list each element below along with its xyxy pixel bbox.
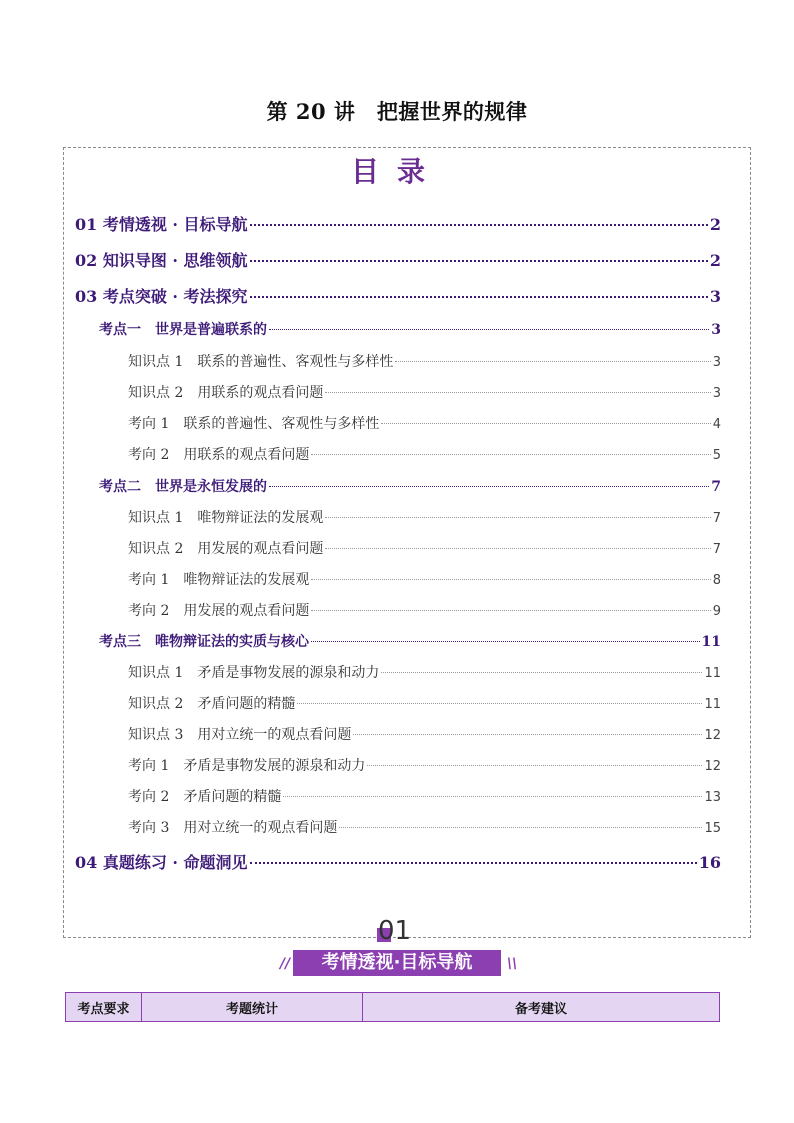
toc-entry-label: 考点三 唯物辩证法的实质与核心 xyxy=(99,634,309,650)
toc-entry-subitem[interactable] xyxy=(128,724,721,744)
toc-leader xyxy=(339,827,702,828)
toc-leader xyxy=(325,517,710,518)
toc-leader xyxy=(381,423,710,424)
toc-leader xyxy=(250,862,697,864)
toc-entry-subitem[interactable] xyxy=(128,693,721,713)
toc-entry-label: 知识点 1 矛盾是事物发展的源泉和动力 xyxy=(128,665,380,681)
toc-leader xyxy=(283,796,702,797)
toc-entry-section-02[interactable] xyxy=(75,248,721,271)
toc-leader xyxy=(250,260,708,262)
toc-entry-page: 9 xyxy=(712,604,721,619)
toc-leader xyxy=(353,734,702,735)
toc-entry-section-04[interactable] xyxy=(75,850,721,873)
section-title-banner: 考情透视·目标导航 xyxy=(293,950,501,976)
toc-entry-label: 考向 1 唯物辩证法的发展观 xyxy=(128,572,310,588)
toc-entry-label: 04 真题练习 · 命题洞见 xyxy=(75,853,248,872)
toc-leader xyxy=(367,765,702,766)
toc-entry-page: 11 xyxy=(704,666,721,681)
toc-entry-label: 知识点 3 用对立统一的观点看问题 xyxy=(128,727,352,743)
toc-entry-label: 知识点 2 用发展的观点看问题 xyxy=(128,541,324,557)
toc-entry-label: 知识点 1 联系的普遍性、客观性与多样性 xyxy=(128,354,394,370)
toc-entry-topic-3[interactable] xyxy=(99,631,721,651)
toc-entry-subitem[interactable] xyxy=(128,600,721,620)
toc-entry-subitem[interactable] xyxy=(128,538,721,558)
exam-analysis-table xyxy=(65,992,720,1022)
toc-entry-page: 11 xyxy=(704,697,721,712)
toc-entry-subitem[interactable] xyxy=(128,351,721,371)
toc-entry-label: 考向 1 联系的普遍性、客观性与多样性 xyxy=(128,416,380,432)
column-header-suggestions: 备考建议 xyxy=(363,993,720,1022)
toc-entry-subitem[interactable] xyxy=(128,786,721,806)
toc-entry-topic-2[interactable] xyxy=(99,476,721,496)
toc-entry-page: 7 xyxy=(711,479,721,495)
toc-leader xyxy=(311,641,700,642)
toc-entry-label: 考向 2 用发展的观点看问题 xyxy=(128,603,310,619)
toc-entry-page: 7 xyxy=(712,542,721,557)
toc-entry-page: 13 xyxy=(704,790,721,805)
toc-entry-subitem[interactable] xyxy=(128,569,721,589)
toc-entry-page: 3 xyxy=(711,322,721,338)
toc-entry-section-01[interactable] xyxy=(75,212,721,235)
toc-entry-page: 4 xyxy=(712,417,721,432)
toc-entry-page: 8 xyxy=(712,573,721,588)
banner-slash-right: \\ xyxy=(507,956,518,972)
toc-leader xyxy=(325,392,710,393)
toc-leader xyxy=(395,361,710,362)
toc-entry-label: 考向 2 矛盾问题的精髓 xyxy=(128,789,282,805)
toc-entry-label: 03 考点突破 · 考法探究 xyxy=(75,287,248,306)
toc-entry-label: 知识点 2 用联系的观点看问题 xyxy=(128,385,324,401)
column-header-requirements: 考点要求 xyxy=(66,993,142,1022)
toc-heading: 目录 xyxy=(350,155,443,188)
toc-entry-page: 2 xyxy=(709,251,721,270)
toc-entry-page: 3 xyxy=(712,386,721,401)
toc-entry-subitem[interactable] xyxy=(128,507,721,527)
toc-entry-label: 02 知识导图 · 思维领航 xyxy=(75,251,248,270)
toc-entry-page: 11 xyxy=(701,634,721,650)
toc-leader xyxy=(311,579,710,580)
toc-entry-label: 知识点 2 矛盾问题的精髓 xyxy=(128,696,296,712)
toc-entry-subitem[interactable] xyxy=(128,413,721,433)
toc-leader xyxy=(250,224,708,226)
toc-entry-page: 12 xyxy=(704,728,721,743)
toc-leader xyxy=(325,548,710,549)
toc-leader xyxy=(381,672,702,673)
toc-entry-subitem[interactable] xyxy=(128,662,721,682)
toc-entry-section-03[interactable] xyxy=(75,284,721,307)
toc-entry-page: 3 xyxy=(709,287,721,306)
toc-entry-page: 7 xyxy=(712,511,721,526)
toc-entry-label: 知识点 1 唯物辩证法的发展观 xyxy=(128,510,324,526)
toc-entry-label: 01 考情透视 · 目标导航 xyxy=(75,215,248,234)
toc-entry-page: 16 xyxy=(698,853,721,872)
toc-leader xyxy=(311,610,710,611)
toc-entry-subitem[interactable] xyxy=(128,382,721,402)
toc-entry-subitem[interactable] xyxy=(128,755,721,775)
toc-leader xyxy=(269,329,709,330)
toc-entry-label: 考点二 世界是永恒发展的 xyxy=(99,479,267,495)
toc-entry-label: 考向 3 用对立统一的观点看问题 xyxy=(128,820,338,836)
toc-entry-page: 3 xyxy=(712,355,721,370)
table-header-row xyxy=(66,993,720,1022)
toc-entry-label: 考向 2 用联系的观点看问题 xyxy=(128,447,310,463)
toc-leader xyxy=(250,296,708,298)
toc-entry-page: 2 xyxy=(709,215,721,234)
column-header-statistics: 考题统计 xyxy=(142,993,363,1022)
banner-slash-left: // xyxy=(280,956,291,972)
section-number: 01 xyxy=(378,916,412,946)
toc-entry-page: 12 xyxy=(704,759,721,774)
toc-entry-page: 5 xyxy=(712,448,721,463)
toc-leader xyxy=(269,486,709,487)
toc-entry-subitem[interactable] xyxy=(128,444,721,464)
document-title: 第 20 讲 把握世界的规律 xyxy=(266,99,528,124)
toc-leader xyxy=(297,703,702,704)
toc-leader xyxy=(311,454,710,455)
toc-entry-topic-1[interactable] xyxy=(99,319,721,339)
toc-entry-label: 考点一 世界是普遍联系的 xyxy=(99,322,267,338)
toc-entry-page: 15 xyxy=(704,821,721,836)
toc-entry-label: 考向 1 矛盾是事物发展的源泉和动力 xyxy=(128,758,366,774)
toc-entry-subitem[interactable] xyxy=(128,817,721,837)
